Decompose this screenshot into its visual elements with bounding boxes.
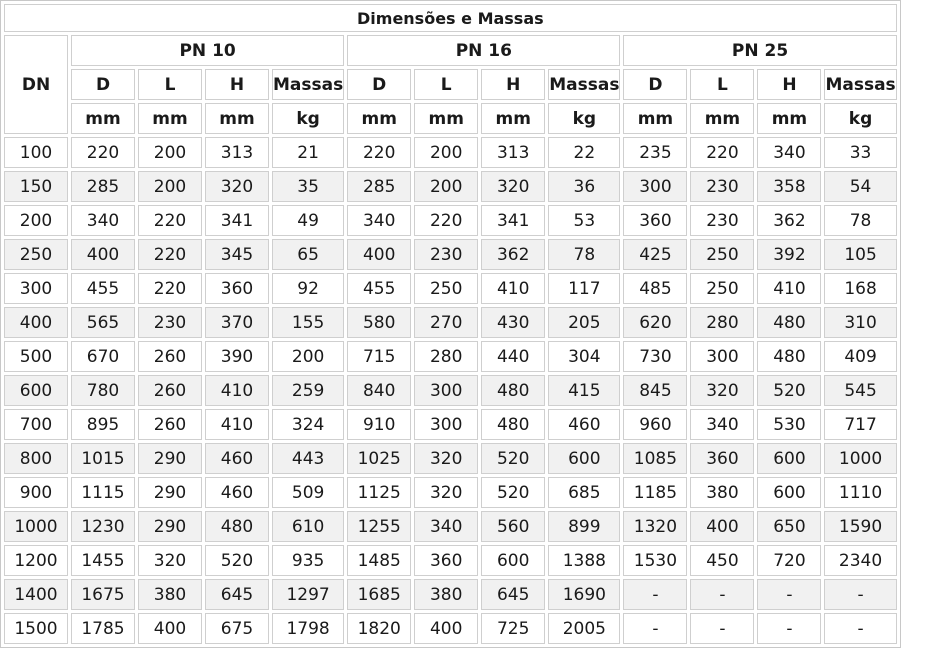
dn-cell: 600 xyxy=(4,375,68,406)
table-row xyxy=(4,477,897,508)
table-cell: 65 xyxy=(272,239,344,270)
table-cell: 1798 xyxy=(272,613,344,644)
unit-label: mm xyxy=(138,103,202,134)
table-row xyxy=(4,545,897,576)
table-cell: 340 xyxy=(347,205,411,236)
table-cell: 840 xyxy=(347,375,411,406)
table-cell: 460 xyxy=(205,443,269,474)
table-row xyxy=(4,443,897,474)
table-cell: 54 xyxy=(824,171,896,202)
table-cell: 400 xyxy=(690,511,754,542)
dn-cell: 400 xyxy=(4,307,68,338)
table-cell: 935 xyxy=(272,545,344,576)
table-cell: 2005 xyxy=(548,613,620,644)
table-cell: 230 xyxy=(690,171,754,202)
table-cell: 36 xyxy=(548,171,620,202)
column-header-d: D xyxy=(347,69,411,100)
table-cell: 380 xyxy=(690,477,754,508)
table-row xyxy=(4,205,897,236)
table-row xyxy=(4,341,897,372)
table-cell: 520 xyxy=(481,443,545,474)
units-row xyxy=(4,103,897,134)
table-cell: - xyxy=(623,613,687,644)
table-cell: 1785 xyxy=(71,613,135,644)
table-cell: 260 xyxy=(138,341,202,372)
table-row xyxy=(4,171,897,202)
table-cell: 480 xyxy=(481,375,545,406)
table-cell: 1530 xyxy=(623,545,687,576)
table-cell: 324 xyxy=(272,409,344,440)
table-cell: 250 xyxy=(690,239,754,270)
table-row xyxy=(4,273,897,304)
dn-cell: 800 xyxy=(4,443,68,474)
table-cell: 53 xyxy=(548,205,620,236)
table-cell: 313 xyxy=(205,137,269,168)
table-cell: 1110 xyxy=(824,477,896,508)
table-cell: 895 xyxy=(71,409,135,440)
table-cell: 1455 xyxy=(71,545,135,576)
table-cell: 392 xyxy=(757,239,821,270)
table-cell: 260 xyxy=(138,409,202,440)
table-cell: 480 xyxy=(757,341,821,372)
table-cell: 1255 xyxy=(347,511,411,542)
unit-label: mm xyxy=(414,103,478,134)
table-cell: 460 xyxy=(205,477,269,508)
table-cell: 362 xyxy=(757,205,821,236)
table-cell: 280 xyxy=(414,341,478,372)
column-header-d: D xyxy=(71,69,135,100)
table-cell: 600 xyxy=(757,443,821,474)
column-header-massas: Massas xyxy=(548,69,620,100)
table-cell: 340 xyxy=(757,137,821,168)
dn-cell: 500 xyxy=(4,341,68,372)
unit-label: mm xyxy=(757,103,821,134)
table-cell: 230 xyxy=(690,205,754,236)
table-body xyxy=(4,4,897,644)
table-cell: 520 xyxy=(481,477,545,508)
table-cell: 260 xyxy=(138,375,202,406)
table-cell: 520 xyxy=(757,375,821,406)
table-cell: 410 xyxy=(481,273,545,304)
table-cell: 200 xyxy=(414,171,478,202)
table-cell: 1690 xyxy=(548,579,620,610)
table-row xyxy=(4,137,897,168)
table-cell: 168 xyxy=(824,273,896,304)
table-cell: 455 xyxy=(71,273,135,304)
table-title: Dimensões e Massas xyxy=(4,4,897,32)
unit-label: mm xyxy=(71,103,135,134)
table-cell: 117 xyxy=(548,273,620,304)
table-cell: 410 xyxy=(205,409,269,440)
table-cell: 290 xyxy=(138,477,202,508)
column-header-l: L xyxy=(414,69,478,100)
table-cell: 440 xyxy=(481,341,545,372)
table-cell: 300 xyxy=(414,409,478,440)
table-cell: 620 xyxy=(623,307,687,338)
table-cell: 545 xyxy=(824,375,896,406)
table-cell: 650 xyxy=(757,511,821,542)
table-cell: 285 xyxy=(71,171,135,202)
table-cell: 370 xyxy=(205,307,269,338)
table-cell: 443 xyxy=(272,443,344,474)
table-cell: 480 xyxy=(205,511,269,542)
table-cell: 358 xyxy=(757,171,821,202)
table-cell: 1000 xyxy=(824,443,896,474)
table-cell: 230 xyxy=(414,239,478,270)
table-cell: 320 xyxy=(414,443,478,474)
table-cell: 400 xyxy=(71,239,135,270)
table-cell: 341 xyxy=(481,205,545,236)
table-cell: - xyxy=(757,579,821,610)
dn-cell: 100 xyxy=(4,137,68,168)
table-cell: 480 xyxy=(757,307,821,338)
table-cell: 1297 xyxy=(272,579,344,610)
table-cell: 300 xyxy=(414,375,478,406)
table-cell: 600 xyxy=(548,443,620,474)
table-cell: 725 xyxy=(481,613,545,644)
table-cell: 155 xyxy=(272,307,344,338)
table-cell: 720 xyxy=(757,545,821,576)
table-cell: 1015 xyxy=(71,443,135,474)
table-cell: 1485 xyxy=(347,545,411,576)
table-cell: 410 xyxy=(205,375,269,406)
table-cell: 78 xyxy=(548,239,620,270)
table-cell: 580 xyxy=(347,307,411,338)
table-cell: 380 xyxy=(414,579,478,610)
table-cell: 610 xyxy=(272,511,344,542)
table-cell: 600 xyxy=(481,545,545,576)
table-cell: 220 xyxy=(138,205,202,236)
table-cell: 320 xyxy=(481,171,545,202)
table-cell: 320 xyxy=(414,477,478,508)
table-cell: 380 xyxy=(138,579,202,610)
table-cell: 360 xyxy=(623,205,687,236)
table-cell: 645 xyxy=(481,579,545,610)
dn-cell: 700 xyxy=(4,409,68,440)
table-cell: 49 xyxy=(272,205,344,236)
table-cell: 685 xyxy=(548,477,620,508)
table-cell: 340 xyxy=(690,409,754,440)
table-cell: 430 xyxy=(481,307,545,338)
table-cell: 717 xyxy=(824,409,896,440)
table-cell: 220 xyxy=(690,137,754,168)
group-header-pn10: PN 10 xyxy=(71,35,344,66)
unit-label: mm xyxy=(481,103,545,134)
table-cell: 300 xyxy=(623,171,687,202)
dn-cell: 150 xyxy=(4,171,68,202)
table-cell: 360 xyxy=(414,545,478,576)
table-cell: 560 xyxy=(481,511,545,542)
table-cell: 1025 xyxy=(347,443,411,474)
table-cell: 390 xyxy=(205,341,269,372)
table-cell: 530 xyxy=(757,409,821,440)
table-cell: 910 xyxy=(347,409,411,440)
table-cell: - xyxy=(824,579,896,610)
table-cell: 410 xyxy=(757,273,821,304)
table-cell: 200 xyxy=(138,137,202,168)
table-row xyxy=(4,613,897,644)
dn-cell: 1500 xyxy=(4,613,68,644)
table-cell: 1320 xyxy=(623,511,687,542)
table-cell: 280 xyxy=(690,307,754,338)
table-cell: 35 xyxy=(272,171,344,202)
dn-cell: 1000 xyxy=(4,511,68,542)
table-cell: 400 xyxy=(138,613,202,644)
table-cell: 235 xyxy=(623,137,687,168)
unit-label: kg xyxy=(824,103,896,134)
table-row xyxy=(4,579,897,610)
table-cell: 200 xyxy=(414,137,478,168)
table-cell: - xyxy=(757,613,821,644)
table-cell: 675 xyxy=(205,613,269,644)
table-cell: 460 xyxy=(548,409,620,440)
table-row xyxy=(4,409,897,440)
table-cell: 340 xyxy=(71,205,135,236)
table-cell: 22 xyxy=(548,137,620,168)
table-cell: 400 xyxy=(347,239,411,270)
table-cell: 360 xyxy=(690,443,754,474)
table-cell: 220 xyxy=(71,137,135,168)
column-header-massas: Massas xyxy=(272,69,344,100)
table-cell: 1115 xyxy=(71,477,135,508)
table-row xyxy=(4,307,897,338)
table-cell: 1675 xyxy=(71,579,135,610)
table-cell: 715 xyxy=(347,341,411,372)
table-cell: 520 xyxy=(205,545,269,576)
table-cell: 250 xyxy=(414,273,478,304)
table-cell: 285 xyxy=(347,171,411,202)
table-cell: 2340 xyxy=(824,545,896,576)
dn-cell: 1200 xyxy=(4,545,68,576)
table-cell: 200 xyxy=(138,171,202,202)
table-cell: 480 xyxy=(481,409,545,440)
unit-label: mm xyxy=(623,103,687,134)
column-header-row xyxy=(4,69,897,100)
table-row xyxy=(4,511,897,542)
column-header-h: H xyxy=(481,69,545,100)
table-cell: - xyxy=(690,613,754,644)
table-cell: - xyxy=(623,579,687,610)
unit-label: kg xyxy=(272,103,344,134)
table-cell: 1590 xyxy=(824,511,896,542)
table-cell: 409 xyxy=(824,341,896,372)
table-cell: 340 xyxy=(414,511,478,542)
table-cell: 304 xyxy=(548,341,620,372)
table-cell: 220 xyxy=(138,273,202,304)
dn-header: DN xyxy=(4,35,68,134)
group-header-pn25: PN 25 xyxy=(623,35,896,66)
unit-label: kg xyxy=(548,103,620,134)
table-cell: 21 xyxy=(272,137,344,168)
column-header-l: L xyxy=(138,69,202,100)
column-header-h: H xyxy=(205,69,269,100)
table-cell: 450 xyxy=(690,545,754,576)
table-cell: 600 xyxy=(757,477,821,508)
table-cell: 1085 xyxy=(623,443,687,474)
table-cell: 320 xyxy=(138,545,202,576)
group-header-row xyxy=(4,35,897,66)
table-cell: 341 xyxy=(205,205,269,236)
table-cell: 200 xyxy=(272,341,344,372)
table-cell: 565 xyxy=(71,307,135,338)
title-row xyxy=(4,4,897,32)
table-row xyxy=(4,239,897,270)
table-cell: 1685 xyxy=(347,579,411,610)
table-cell: 1230 xyxy=(71,511,135,542)
table-cell: 960 xyxy=(623,409,687,440)
table-cell: 105 xyxy=(824,239,896,270)
table-cell: 1388 xyxy=(548,545,620,576)
table-cell: 670 xyxy=(71,341,135,372)
table-cell: 1820 xyxy=(347,613,411,644)
column-header-h: H xyxy=(757,69,821,100)
unit-label: mm xyxy=(347,103,411,134)
column-header-d: D xyxy=(623,69,687,100)
table-cell: 320 xyxy=(690,375,754,406)
column-header-massas: Massas xyxy=(824,69,896,100)
table-cell: 899 xyxy=(548,511,620,542)
table-cell: 230 xyxy=(138,307,202,338)
table-row xyxy=(4,375,897,406)
table-cell: 780 xyxy=(71,375,135,406)
table-cell: 313 xyxy=(481,137,545,168)
table-cell: 270 xyxy=(414,307,478,338)
table-cell: 425 xyxy=(623,239,687,270)
column-header-l: L xyxy=(690,69,754,100)
table-cell: 320 xyxy=(205,171,269,202)
dn-cell: 1400 xyxy=(4,579,68,610)
table-cell: 92 xyxy=(272,273,344,304)
dn-cell: 300 xyxy=(4,273,68,304)
table-cell: 205 xyxy=(548,307,620,338)
unit-label: mm xyxy=(205,103,269,134)
table-cell: 400 xyxy=(414,613,478,644)
unit-label: mm xyxy=(690,103,754,134)
table-cell: 362 xyxy=(481,239,545,270)
table-cell: 220 xyxy=(347,137,411,168)
table-cell: 730 xyxy=(623,341,687,372)
table-cell: 78 xyxy=(824,205,896,236)
table-cell: 300 xyxy=(690,341,754,372)
table-cell: 509 xyxy=(272,477,344,508)
table-cell: 33 xyxy=(824,137,896,168)
dn-cell: 200 xyxy=(4,205,68,236)
table-cell: 485 xyxy=(623,273,687,304)
table-cell: 259 xyxy=(272,375,344,406)
table-cell: 290 xyxy=(138,511,202,542)
table-cell: 290 xyxy=(138,443,202,474)
table-cell: 1185 xyxy=(623,477,687,508)
group-header-pn16: PN 16 xyxy=(347,35,620,66)
table-cell: 1125 xyxy=(347,477,411,508)
table-cell: 345 xyxy=(205,239,269,270)
table-cell: 220 xyxy=(414,205,478,236)
table-cell: 220 xyxy=(138,239,202,270)
table-cell: 415 xyxy=(548,375,620,406)
table-cell: - xyxy=(824,613,896,644)
table-cell: 310 xyxy=(824,307,896,338)
table-cell: 250 xyxy=(690,273,754,304)
dn-cell: 250 xyxy=(4,239,68,270)
table-cell: 845 xyxy=(623,375,687,406)
table-cell: - xyxy=(690,579,754,610)
table-cell: 455 xyxy=(347,273,411,304)
table-cell: 360 xyxy=(205,273,269,304)
table-cell: 645 xyxy=(205,579,269,610)
dn-cell: 900 xyxy=(4,477,68,508)
